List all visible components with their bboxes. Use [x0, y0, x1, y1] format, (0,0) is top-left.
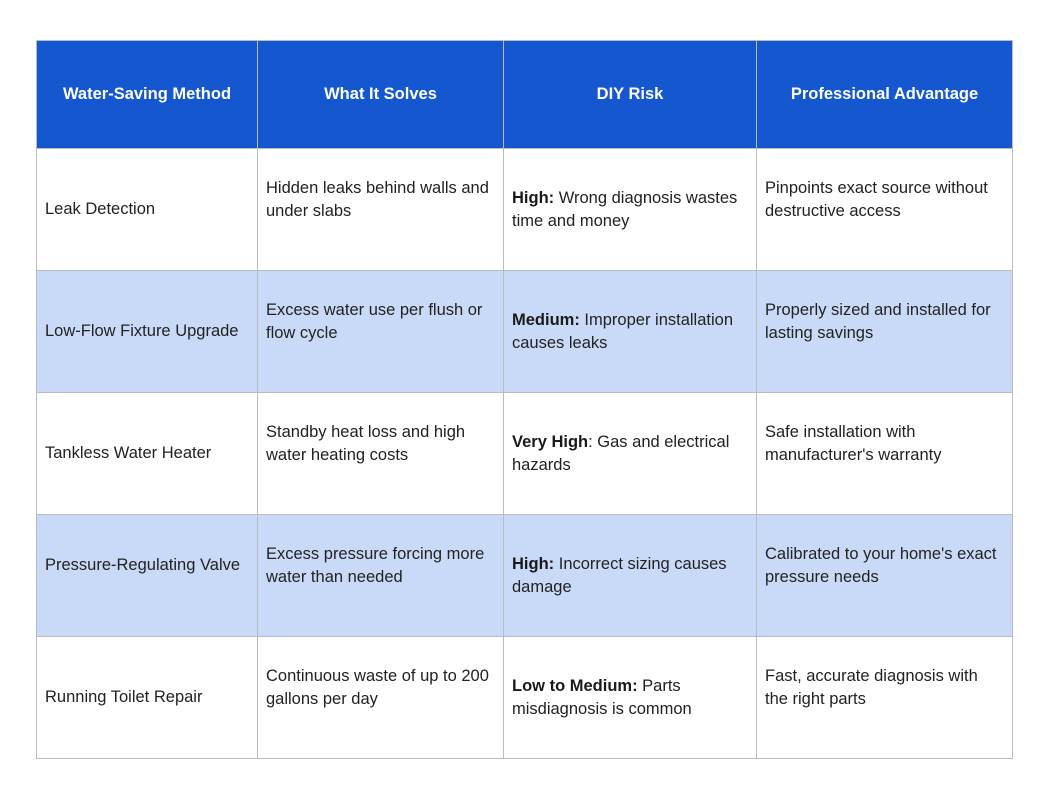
method-text: Pressure-Regulating Valve	[45, 556, 241, 574]
solves-text: Excess pressure forcing more water than needed	[266, 544, 485, 586]
table-body	[37, 149, 1013, 759]
method-text: Low-Flow Fixture Upgrade	[45, 322, 239, 340]
risk-level: High:	[512, 554, 555, 573]
risk-cell	[504, 637, 757, 759]
method-text: Leak Detection	[45, 200, 156, 218]
table-row	[37, 393, 1013, 515]
advantage-text: Pinpoints exact source without destructive access	[765, 178, 988, 220]
risk-cell	[504, 393, 757, 515]
advantage-cell	[757, 393, 1013, 515]
advantage-cell	[757, 637, 1013, 759]
method-text: Tankless Water Heater	[45, 444, 212, 462]
method-text: Running Toilet Repair	[45, 688, 203, 706]
method-cell	[37, 393, 258, 515]
solves-text: Standby heat loss and high water heating costs	[266, 422, 466, 464]
solves-cell	[258, 149, 504, 271]
header-diy-risk: DIY Risk	[504, 41, 757, 149]
solves-text: Excess water use per flush or flow cycle	[266, 300, 483, 342]
risk-description: Improper installation causes leaks	[512, 310, 734, 352]
advantage-text: Calibrated to your home's exact pressure needs	[765, 544, 997, 586]
solves-cell	[258, 393, 504, 515]
header-row	[37, 41, 1013, 149]
risk-description: : Gas and electrical hazards	[512, 432, 730, 474]
advantage-text: Fast, accurate diagnosis with the right parts	[765, 666, 978, 708]
table-row	[37, 271, 1013, 393]
header-what-it-solves: What It Solves	[258, 41, 504, 149]
risk-level: High:	[512, 188, 555, 207]
solves-cell	[258, 271, 504, 393]
advantage-cell	[757, 149, 1013, 271]
advantage-text: Safe installation with manufacturer's warranty	[765, 422, 942, 464]
solves-text: Hidden leaks behind walls and under slabs	[266, 178, 489, 220]
advantage-cell	[757, 271, 1013, 393]
risk-cell	[504, 149, 757, 271]
method-cell	[37, 637, 258, 759]
risk-description: Wrong diagnosis wastes time and money	[512, 188, 738, 230]
table-row	[37, 637, 1013, 759]
header-professional-advantage: Professional Advantage	[757, 41, 1013, 149]
comparison-table	[36, 40, 1013, 759]
table-header	[37, 41, 1013, 149]
risk-level: Medium:	[512, 310, 580, 329]
risk-level: Very High	[512, 432, 589, 451]
method-cell	[37, 271, 258, 393]
method-cell	[37, 149, 258, 271]
risk-cell	[504, 515, 757, 637]
advantage-cell	[757, 515, 1013, 637]
solves-cell	[258, 637, 504, 759]
advantage-text: Properly sized and installed for lasting savings	[765, 300, 991, 342]
risk-description: Incorrect sizing causes damage	[512, 554, 727, 596]
table-row	[37, 515, 1013, 637]
risk-description: Parts misdiagnosis is common	[512, 676, 692, 718]
method-cell	[37, 515, 258, 637]
risk-cell	[504, 271, 757, 393]
header-water-saving-method: Water-Saving Method	[37, 41, 258, 149]
solves-text: Continuous waste of up to 200 gallons per day	[266, 666, 489, 708]
table-row	[37, 149, 1013, 271]
solves-cell	[258, 515, 504, 637]
risk-level: Low to Medium:	[512, 676, 638, 695]
